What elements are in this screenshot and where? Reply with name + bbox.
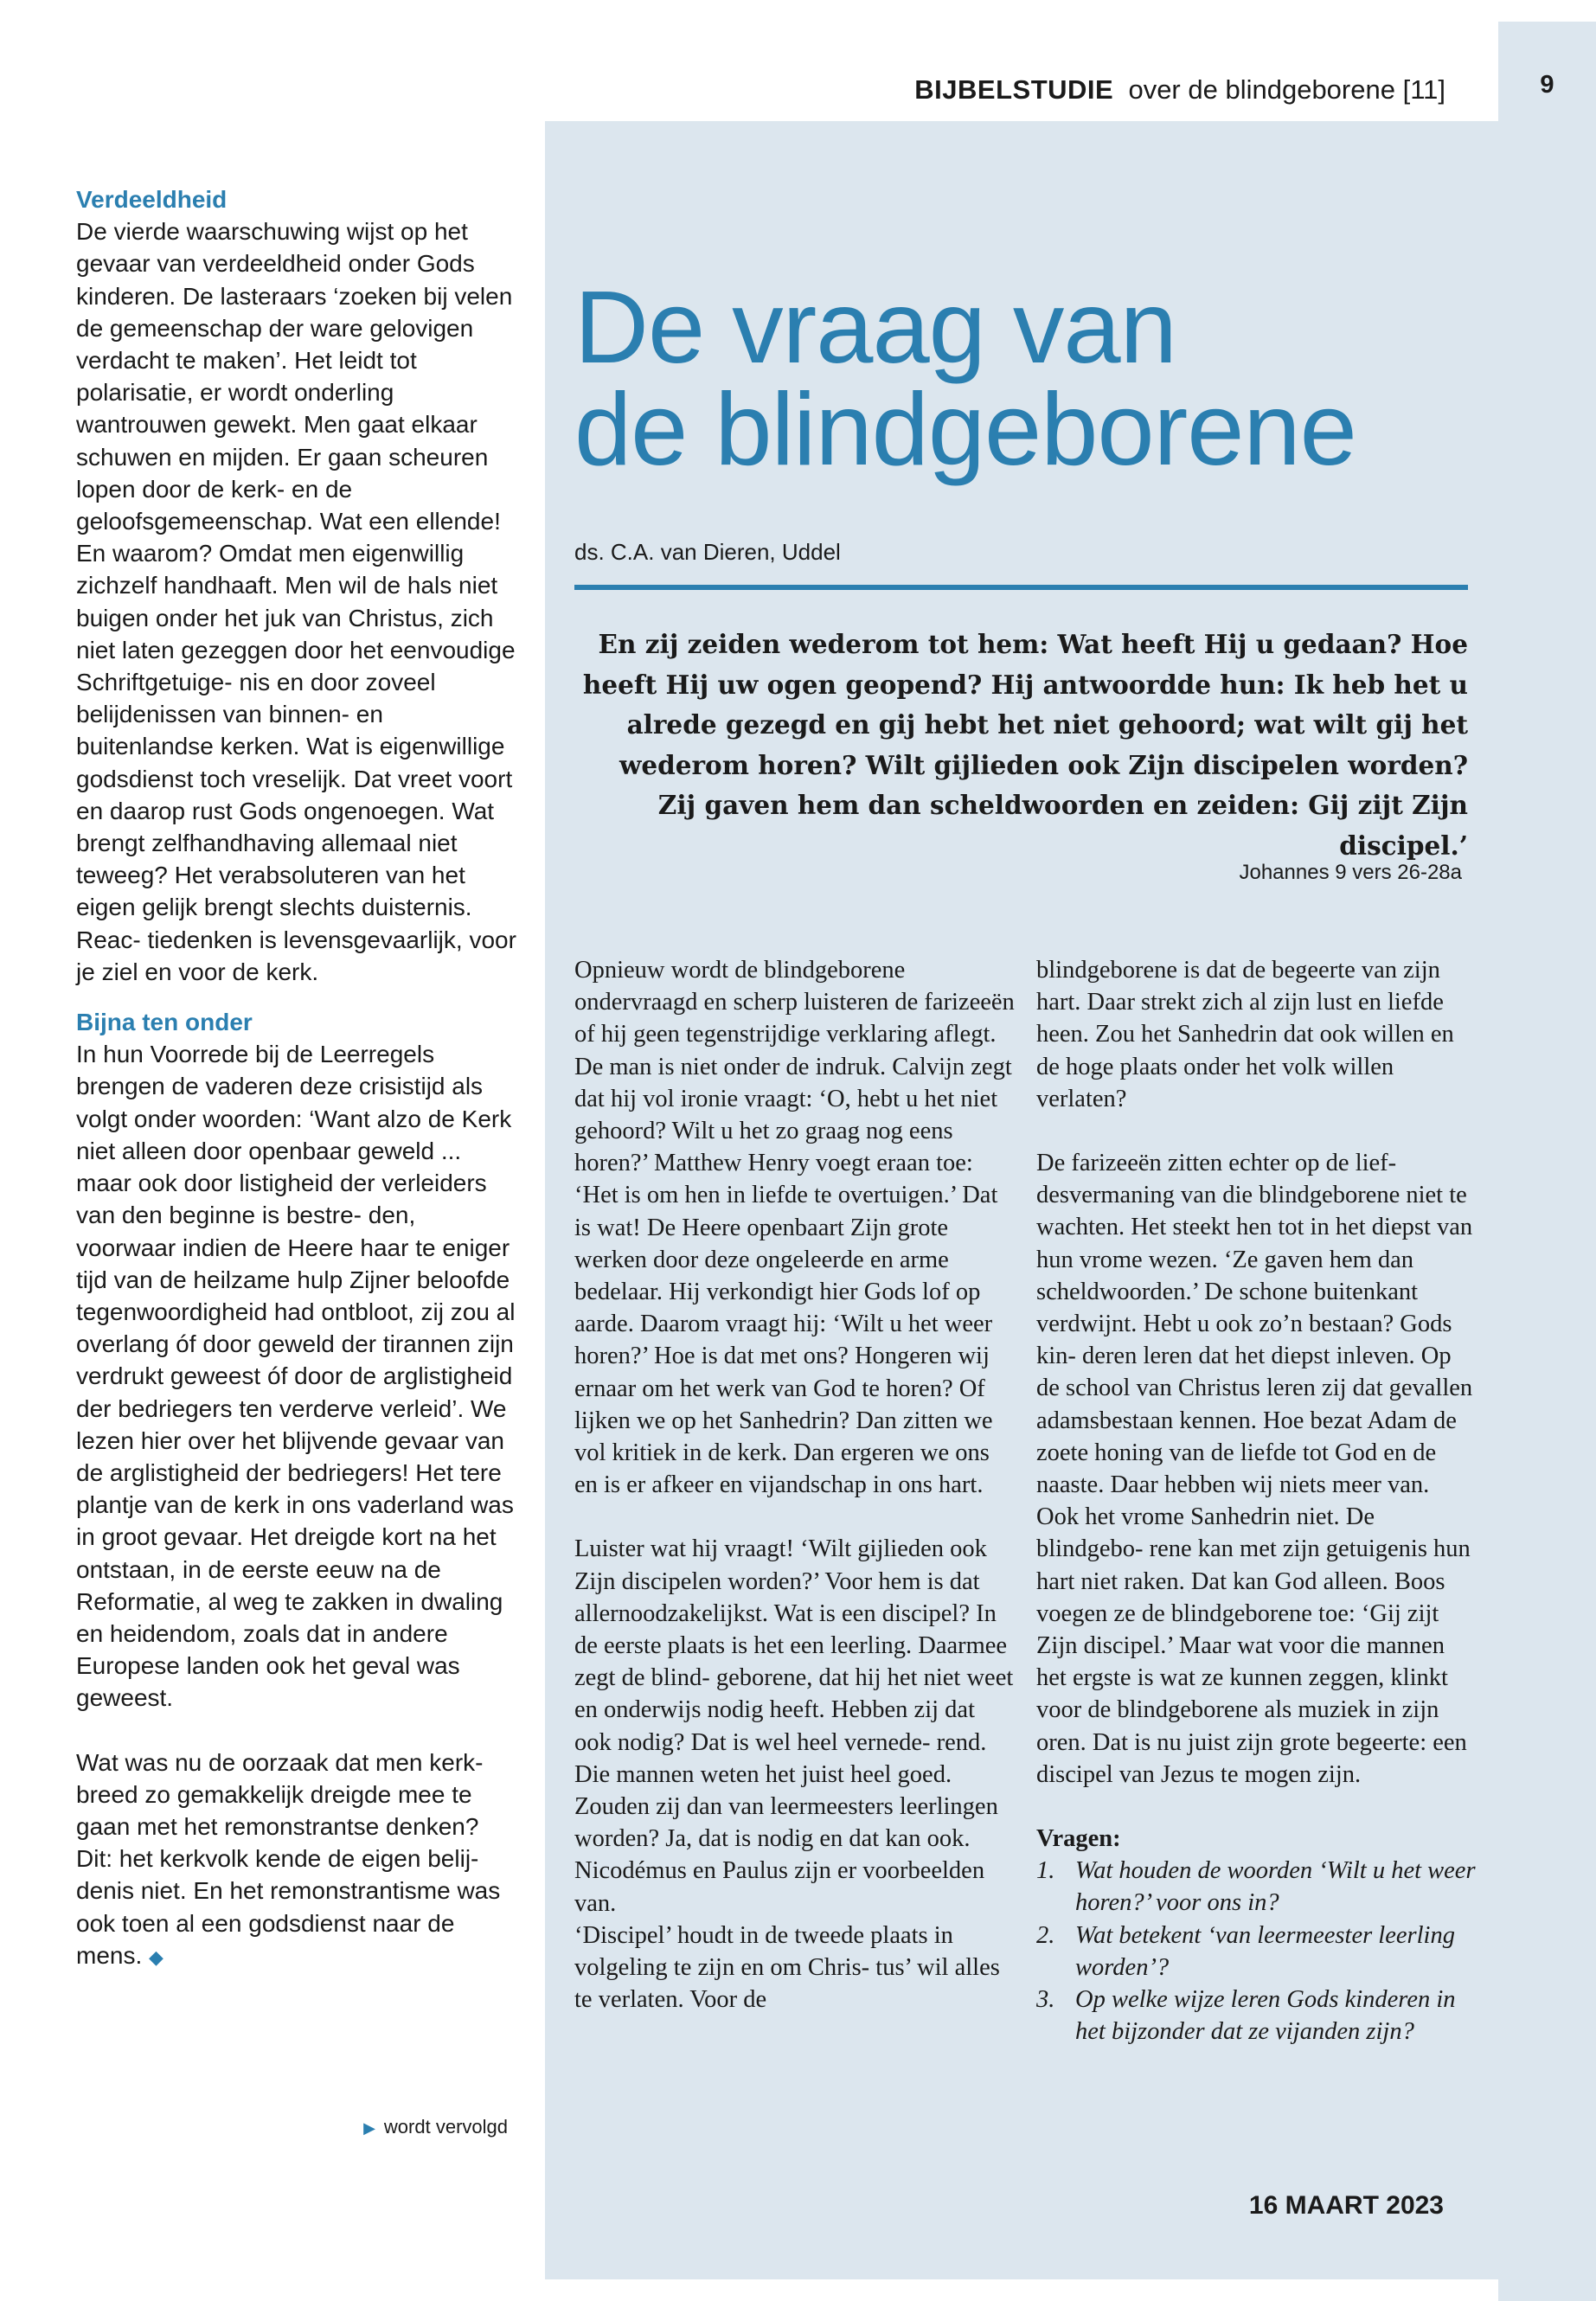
question-item [1036,1984,1477,2048]
questions-heading: Vragen: [1036,1825,1121,1853]
running-header [914,74,1445,106]
question-number: 2. [1036,1921,1055,1949]
question-text: Wat betekent ‘van leermeester leerling worden’? [1075,1921,1455,1981]
heading-verdeeldheid: Verdeeldheid [76,186,228,213]
bible-quote: En zij zeiden wederom tot hem: Wat heeft Hij u gedaan? Hoe heeft Hij uw ogen geopend? Hij antwoordde hun: Ik heb het u alrede gezegd en gij hebt het niet gehoord; wat wilt gij het wederom horen? Wilt gijlieden ook Zijn discipelen worden? Zij gaven hem dan scheldwoorden en zeiden: Gij zijt Zijn discipel.’ [582,629,1468,861]
article-title [574,270,1483,487]
paragraph: blindgeborene is dat de begeerte van zijn hart. Daar strekt zich al zijn lust en liefde heen. Zou het Sanhedrin dat ook willen en de hoge plaats onder het volk willen verlaten? [1036,957,1454,1112]
right-column [1036,954,1477,2048]
question-text: Wat houden de woorden ‘Wilt u het weer horen?’ voor ons in? [1075,1857,1476,1917]
header-subtitle: over de blindgeborene [11] [1128,74,1445,105]
bible-reference: Johannes 9 vers 26-28a [1239,861,1462,884]
triangle-right-icon: ▶ [363,2119,375,2137]
end-mark-icon: ◆ [149,1945,163,1968]
questions-list [1036,1855,1477,2048]
page-number-tab [1498,22,1596,2301]
header-section: BIJBELSTUDIE [914,74,1114,105]
page-number: 9 [1540,71,1554,99]
continued-text: wordt vervolgd [383,2116,508,2138]
paragraph: De farizeeën zitten echter op de lief- desvermaning van die blindgeborene niet te wachten. Het steekt hen tot in het diepst van hun vrome wezen. ‘Ze gaven hem dan scheldwoorden.’ De schone buitenkant verdwijnt. Hebt u ook zo’n bestaan? Gods kin- deren leren dat het diepst inleven. Op de school van Christus leren zij dat gevallen adamsbestaan kennen. Hoe bezat Adam de zoete honing van de liefde tot God en de naaste. Daar hebben wij niets meer van. Ook het vrome Sanhedrin niet. De blindgebo- rene kan met zijn getuigenis hun hart niet raken. Dat kan God alleen. Boos voegen ze de blindgeborene toe: ‘Gij zijt Zijn discipel.’ Maar wat voor die mannen het ergste is wat ze kunnen zeggen, klinkt voor de blindgeborene als muziek in zijn oren. Dat is nu juist zijn grote begeerte: een discipel van Jezus te mogen zijn. [1036,1150,1473,1788]
question-item [1036,1920,1477,1984]
title-line: de blindgeborene [574,372,1356,487]
paragraph: Opnieuw wordt de blindgeborene ondervraagd en scherp luisteren de farizeeën of hij geen tegenstrijdige verklaring aflegt. De man is niet onder de indruk. Calvijn zegt dat hij vol ironie vraagt: ‘O, hebt u het niet gehoord? Wilt u het zo graag nog eens horen?’ Matthew Henry voegt eraan toe: ‘Het is om hen in liefde te overtuigen.’ Dat is wat! De Heere openbaart Zijn grote werken door deze ongeleerde en arme bedelaar. Hij verkondigt hier Gods lof op aarde. Daarom vraagt hij: ‘Wilt u het weer horen?’ Hoe is dat met ons? Hongeren wij ernaar om het werk van God te horen? Of lijken we op het Sanhedrin? Dan zitten we vol kritiek in de kerk. Dan ergeren we ons en is er afkeer en vijandschap in ons hart. [574,957,1015,1499]
title-line: De vraag van [574,270,1176,385]
middle-column [574,954,1016,2016]
question-text: Op welke wijze leren Gods kinderen in het bijzonder dat ze vijanden zijn? [1075,1986,1456,2046]
continued-note [363,2116,508,2138]
left-column [76,183,519,1973]
issue-date: 16 MAART 2023 [1248,2191,1444,2220]
question-number: 3. [1036,1986,1055,2014]
question-number: 1. [1036,1857,1055,1885]
paragraph: De vierde waarschuwing wijst op het gevaar van verdeeldheid onder Gods kinderen. De lasteraars ‘zoeken bij velen de gemeenschap der ware gelovigen verdacht te maken’. Het leidt tot polarisatie, er wordt onderling wantrouwen gewekt. Men gaat elkaar schuwen en mijden. Er gaan scheuren lopen door de kerk- en de geloofsgemeenschap. Wat een ellende! En waarom? Omdat men eigenwillig zichzelf handhaaft. Men wil de hals niet buigen onder het juk van Christus, zich niet laten gezeggen door het eenvoudige Schriftgetuige- nis en door zoveel belijdenissen van binnen- en buitenlandse kerken. Wat is eigenwillige godsdienst toch vreselijk. Dat vreet voort en daarop rust Gods ongenoegen. Wat brengt zelfhandhaving allemaal niet teweeg? Het verabsoluteren van het eigen gelijk brengt slechts duisternis. Reac- tiedenken is levensgevaarlijk, voor je ziel en voor de kerk. [76,218,516,985]
paragraph-text: Wat was nu de oorzaak dat men kerk- breed zo gemakkelijk dreigde mee te gaan met het remonstrantse denken? Dit: het kerkvolk kende de eigen belij- denis niet. En het remonstrantisme was ook toen al een godsdienst naar de mens. [76,1748,501,1969]
paragraph: ‘Discipel’ houdt in de tweede plaats in volgeling te zijn en om Chris- tus’ wil alles te verlaten. Voor de [574,1921,1000,2014]
heading-bijna-ten-onder: Bijna ten onder [76,1009,253,1036]
question-item [1036,1855,1477,1919]
author-line: ds. C.A. van Dieren, Uddel [574,539,841,565]
divider-rule [574,585,1468,590]
paragraph: Luister wat hij vraagt! ‘Wilt gijlieden ook Zijn discipelen worden?’ Voor hem is dat allernoodzakelijkst. Wat is een discipel? In de eerste plaats is het een leerling. Daarmee zegt de blind- geborene, dat hij het niet weet en onderwijs nodig heeft. Hebben zij dat ook nodig? Dat is wel heel vernede- rend. Die mannen weten het juist heel goed. Zouden zij dan van leermeesters leerlingen worden? Ja, dat is nodig en dat kan ook. Nicodémus en Paulus zijn er voorbeelden van. [574,1535,1014,1917]
paragraph [76,1747,519,1973]
paragraph: In hun Voorrede bij de Leerregels brengen de vaderen deze crisistijd als volgt onder woorden: ‘Want alzo de Kerk niet alleen door openbaar geweld ... maar ook door listigheid der verleiders van den beginne is bestre- den, voorwaar indien de Heere haar te eniger tijd van de heilzame hulp Zijner beloofde tegenwoordigheid had ontbloot, zij zou al overlang óf door geweld der tirannen zijn verdrukt geweest óf door de arglistigheid der bedriegers ten verderve verleid’. We lezen hier over het blijvende gevaar van de arglistigheid der bedriegers! Het tere plantje van de kerk in ons vaderland was in groot gevaar. Het dreigde kort na het ontstaan, in de eerste eeuw na de Reformatie, al weg te zakken in dwaling en heidendom, zoals dat in andere Europese landen ook het geval was geweest. [76,1041,516,1712]
